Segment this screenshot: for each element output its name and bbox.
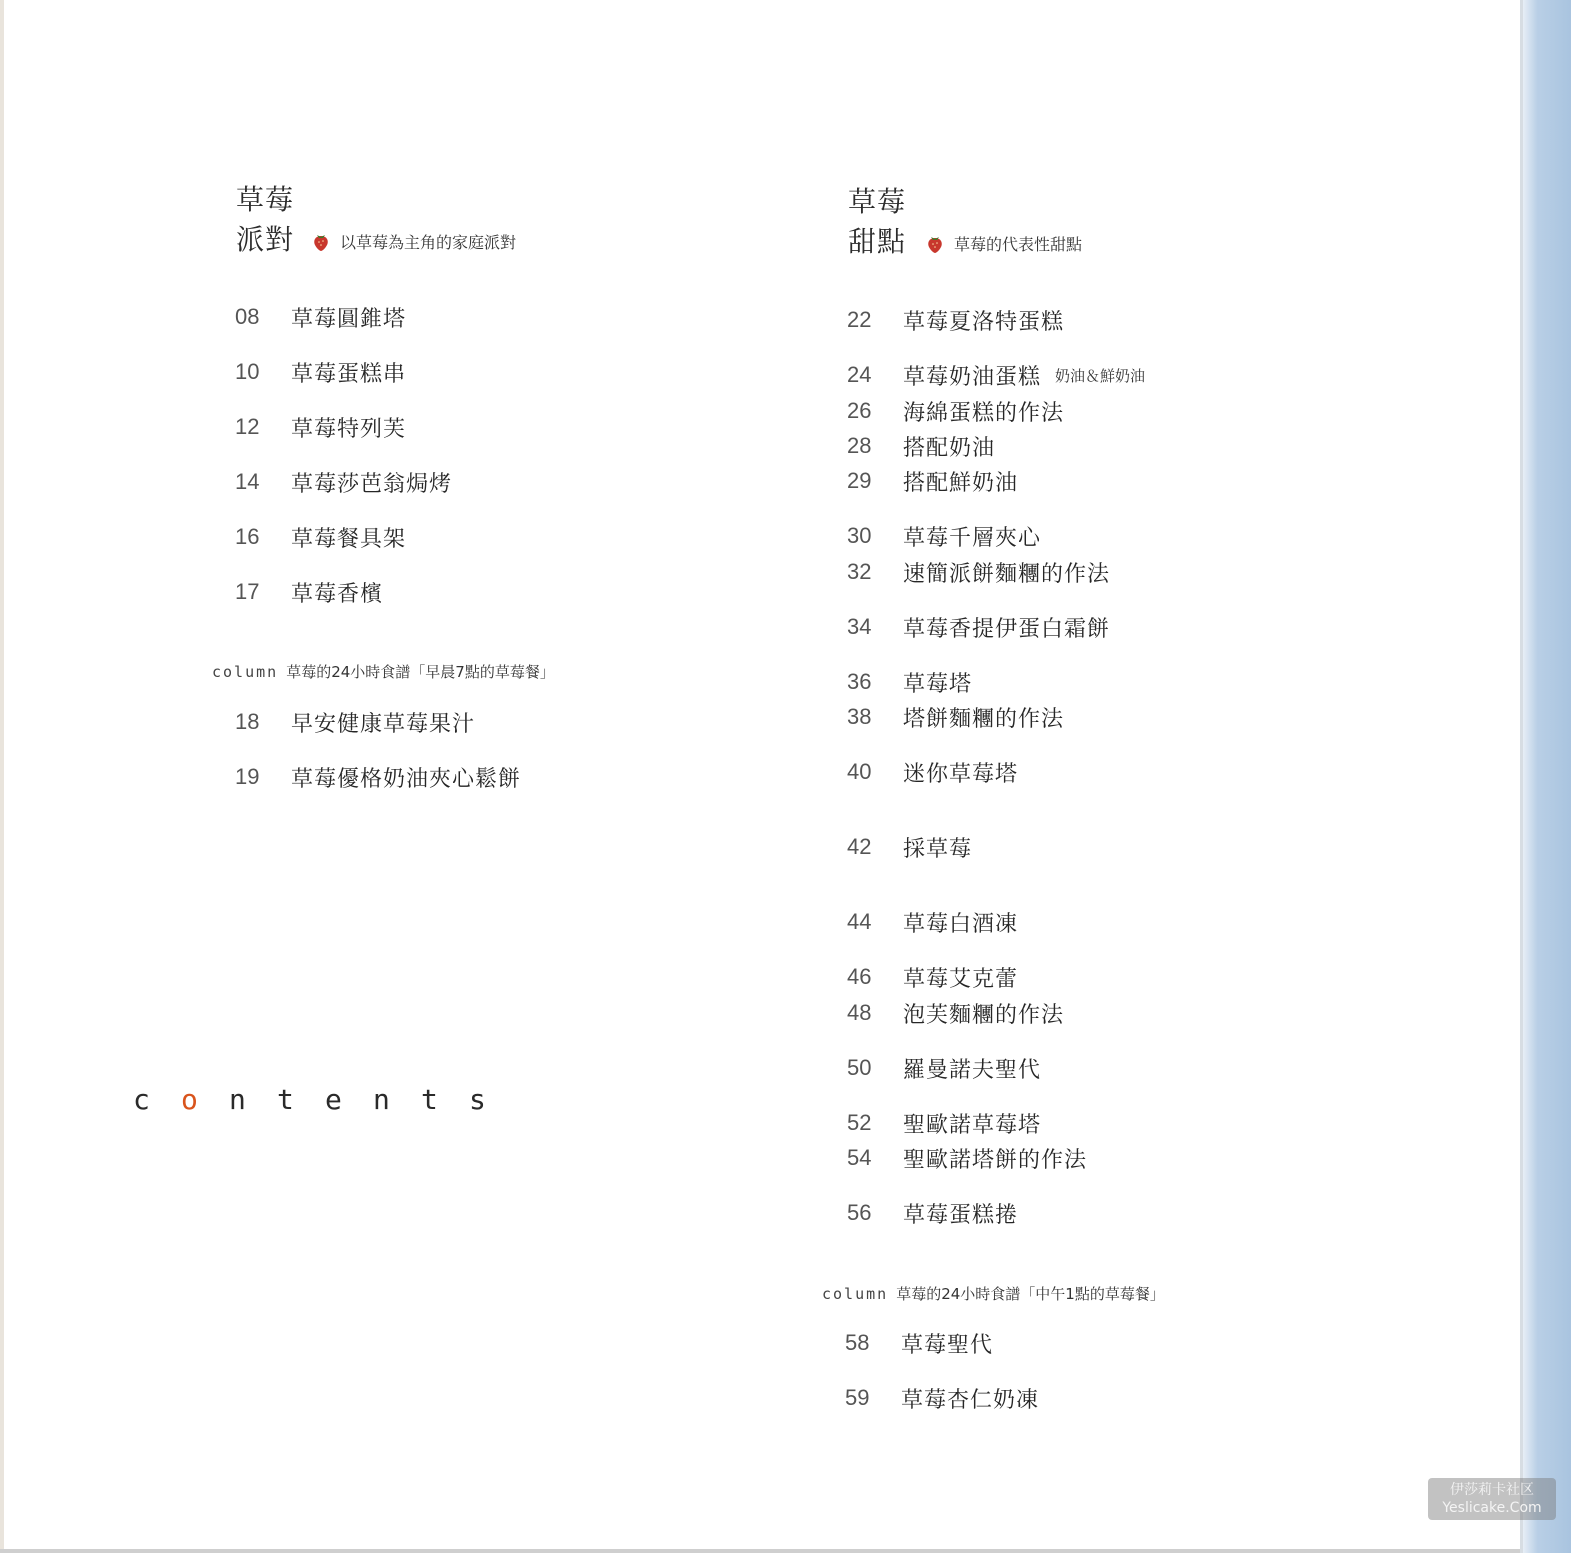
- page-number: 48: [847, 1000, 872, 1025]
- toc-entry[interactable]: [847, 907, 1018, 937]
- toc-entry[interactable]: [845, 1383, 1039, 1413]
- watermark-line: 伊莎莉卡社区: [1450, 1482, 1534, 1498]
- toc-entry[interactable]: [847, 612, 1110, 642]
- page-number: 22: [847, 307, 872, 332]
- column-note-morning: [212, 661, 555, 682]
- entry-title: 聖歐諾塔餅的作法: [903, 1147, 1088, 1173]
- entry-note: 奶油＆鮮奶油: [1055, 366, 1146, 385]
- entry-title: 草莓莎芭翁焗烤: [291, 471, 453, 497]
- page-number: 42: [847, 834, 872, 859]
- toc-entry[interactable]: [847, 998, 1064, 1028]
- entry-title: 草莓蛋糕串: [291, 361, 407, 387]
- section-title-party: [236, 180, 294, 260]
- toc-entry[interactable]: [845, 1328, 993, 1358]
- page-number: 14: [235, 469, 260, 494]
- entry-title: 草莓餐具架: [291, 526, 407, 552]
- section-title-line: 草莓: [848, 185, 907, 218]
- contents-letter: c: [133, 1083, 150, 1116]
- entry-title: 採草莓: [903, 836, 973, 862]
- toc-entry[interactable]: [847, 702, 1064, 732]
- toc-entry[interactable]: [235, 302, 406, 332]
- toc-entry[interactable]: [847, 1108, 1041, 1138]
- entry-title: 草莓香提伊蛋白霜餅: [903, 616, 1111, 642]
- page-number: 52: [847, 1110, 872, 1135]
- page-number: 10: [235, 359, 260, 384]
- page-bottom-edge: [0, 1549, 1520, 1553]
- entry-title: 聖歐諾草莓塔: [903, 1112, 1042, 1138]
- entry-title: 塔餅麵糰的作法: [903, 706, 1065, 732]
- entry-title: 草莓塔: [903, 671, 973, 697]
- entry-title: 海綿蛋糕的作法: [903, 400, 1065, 426]
- page-number: 46: [847, 964, 872, 989]
- section-title-line: 甜點: [848, 225, 907, 258]
- toc-entry[interactable]: [847, 360, 1145, 390]
- contents-letter: t: [421, 1083, 438, 1116]
- page-number: 28: [847, 433, 872, 458]
- entry-title: 草莓圓錐塔: [291, 306, 407, 332]
- entry-title: 草莓杏仁奶凍: [901, 1387, 1040, 1413]
- column-note-noon: [822, 1283, 1165, 1304]
- entry-title: 草莓聖代: [901, 1332, 994, 1358]
- section-tagline-party: [312, 230, 516, 253]
- entry-title: 迷你草莓塔: [903, 761, 1019, 787]
- entry-title: 草莓特列芙: [291, 416, 407, 442]
- entry-title: 早安健康草莓果汁: [291, 711, 476, 737]
- section-tagline-dessert: [926, 232, 1082, 255]
- page-number: 12: [235, 414, 260, 439]
- page-number: 34: [847, 614, 872, 639]
- page-number: 36: [847, 669, 872, 694]
- tagline-text: 草莓的代表性甜點: [954, 235, 1083, 254]
- page-number: 56: [847, 1200, 872, 1225]
- toc-entry[interactable]: [847, 832, 972, 862]
- entry-title: 搭配鮮奶油: [903, 470, 1019, 496]
- page-number: 50: [847, 1055, 872, 1080]
- entry-title: 草莓千層夾心: [903, 525, 1042, 551]
- page-number: 26: [847, 398, 872, 423]
- contents-heading: [133, 1083, 517, 1116]
- entry-title: 羅曼諾夫聖代: [903, 1057, 1042, 1083]
- page-number: 59: [845, 1385, 870, 1410]
- column-tag: column: [822, 1285, 889, 1303]
- toc-entry[interactable]: [847, 557, 1110, 587]
- entry-title: 草莓白酒凍: [903, 911, 1019, 937]
- toc-entry[interactable]: [847, 1053, 1041, 1083]
- toc-entry[interactable]: [847, 962, 1018, 992]
- entry-title: 草莓艾克蕾: [903, 966, 1019, 992]
- toc-entry[interactable]: [235, 707, 475, 737]
- toc-entry[interactable]: [847, 1143, 1087, 1173]
- page-number: 40: [847, 759, 872, 784]
- page-number: 58: [845, 1330, 870, 1355]
- toc-entry[interactable]: [235, 412, 406, 442]
- entry-title: 草莓香檳: [291, 581, 384, 607]
- toc-entry[interactable]: [235, 577, 383, 607]
- page-number: 30: [847, 523, 872, 548]
- entry-title: 草莓優格奶油夾心鬆餅: [291, 766, 522, 792]
- contents-letter: s: [469, 1083, 486, 1116]
- entry-title: 草莓蛋糕捲: [903, 1202, 1019, 1228]
- toc-entry[interactable]: [847, 305, 1064, 335]
- toc-entry[interactable]: [235, 357, 406, 387]
- page-edge: [0, 0, 4, 1553]
- toc-entry[interactable]: [235, 467, 452, 497]
- entry-title: 速簡派餅麵糰的作法: [903, 561, 1111, 587]
- section-title-line: 草莓: [236, 183, 295, 216]
- watermark-line: Yeslicake.Com: [1442, 1500, 1542, 1516]
- contents-letter: t: [277, 1083, 294, 1116]
- toc-entry[interactable]: [847, 521, 1041, 551]
- contents-letter: o: [181, 1083, 198, 1116]
- section-title-dessert: [848, 182, 906, 262]
- page-number: 32: [847, 559, 872, 584]
- page-number: 18: [235, 709, 260, 734]
- strawberry-icon: [312, 232, 330, 252]
- toc-entry[interactable]: [847, 757, 1018, 787]
- page-number: 29: [847, 468, 872, 493]
- column-tag: column: [212, 663, 279, 681]
- column-text: 草莓的24小時食譜「中午1點的草莓餐」: [896, 1285, 1165, 1303]
- page-number: 19: [235, 764, 260, 789]
- toc-entry[interactable]: [847, 667, 972, 697]
- book-spine: [1523, 0, 1571, 1553]
- contents-letter: n: [373, 1083, 390, 1116]
- page-number: 38: [847, 704, 872, 729]
- page-number: 54: [847, 1145, 872, 1170]
- entry-title: 草莓奶油蛋糕: [903, 364, 1042, 390]
- section-title-line: 派對: [236, 223, 295, 256]
- page-number: 17: [235, 579, 260, 604]
- entry-title: 草莓夏洛特蛋糕: [903, 309, 1065, 335]
- tagline-text: 以草莓為主角的家庭派對: [340, 233, 517, 252]
- strawberry-icon: [926, 234, 944, 254]
- contents-letter: n: [229, 1083, 246, 1116]
- contents-letter: e: [325, 1083, 342, 1116]
- page-number: 16: [235, 524, 260, 549]
- toc-entry[interactable]: [235, 522, 406, 552]
- toc-entry[interactable]: [235, 762, 521, 792]
- page-number: 24: [847, 362, 872, 387]
- toc-entry[interactable]: [847, 396, 1064, 426]
- toc-entry[interactable]: [847, 431, 995, 461]
- page-number: 44: [847, 909, 872, 934]
- toc-entry[interactable]: [847, 466, 1018, 496]
- toc-entry[interactable]: [847, 1198, 1018, 1228]
- entry-title: 搭配奶油: [903, 435, 996, 461]
- site-watermark: [1428, 1478, 1556, 1520]
- page-number: 08: [235, 304, 260, 329]
- entry-title: 泡芙麵糰的作法: [903, 1002, 1065, 1028]
- column-text: 草莓的24小時食譜「早晨7點的草莓餐」: [286, 663, 555, 681]
